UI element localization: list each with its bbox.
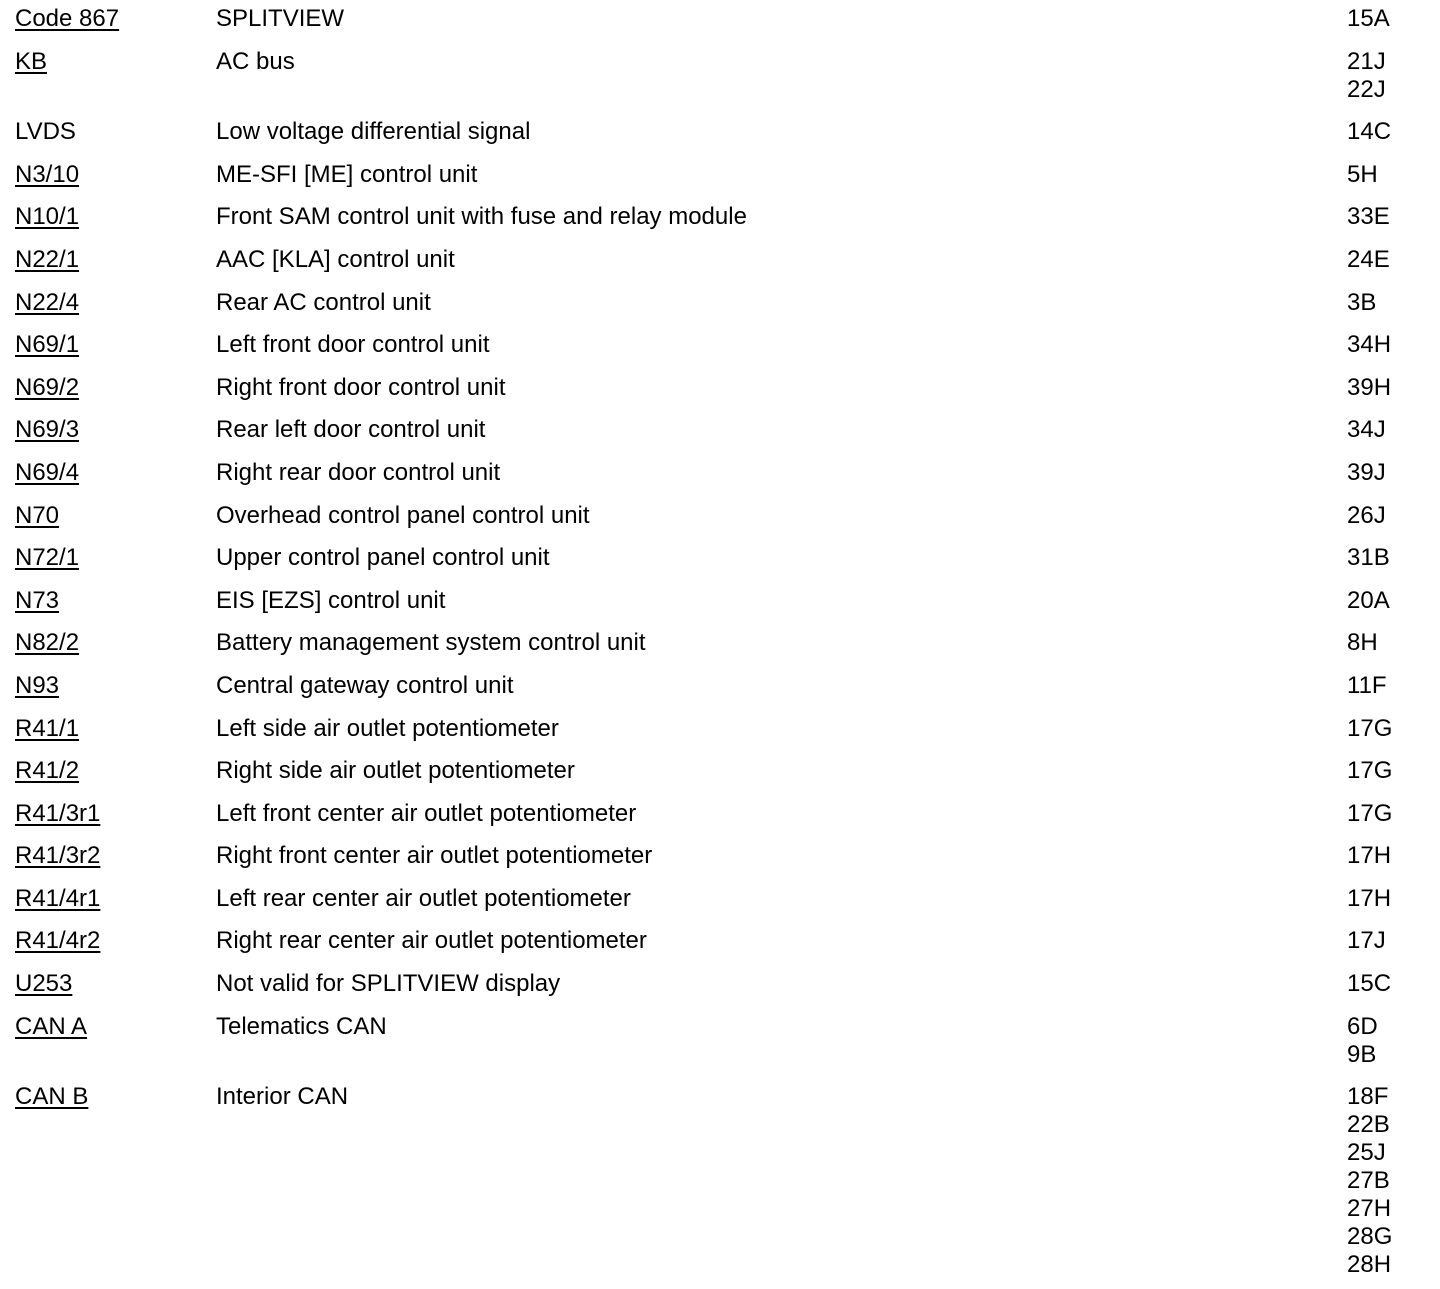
legend-row	[0, 113, 1440, 156]
component-description: Battery management system control unit	[216, 629, 646, 657]
component-description: Right front center air outlet potentiometer	[216, 842, 653, 870]
grid-reference: 27H	[1347, 1195, 1392, 1223]
grid-references	[1347, 502, 1386, 530]
component-code-link[interactable]: R41/1	[15, 714, 80, 742]
component-description: Upper control panel control unit	[216, 544, 550, 572]
grid-references	[1347, 1013, 1378, 1069]
grid-reference: 33E	[1347, 203, 1390, 231]
grid-references	[1347, 927, 1386, 955]
grid-references	[1347, 629, 1378, 657]
grid-reference: 3B	[1347, 288, 1377, 316]
component-code-link[interactable]: N69/4	[15, 458, 80, 486]
grid-reference: 17H	[1347, 842, 1392, 870]
component-code-link[interactable]: N3/10	[15, 160, 80, 188]
component-description: EIS [EZS] control unit	[216, 586, 446, 614]
grid-references	[1347, 842, 1391, 870]
grid-reference: 22J	[1347, 75, 1386, 103]
grid-reference: 17G	[1347, 714, 1393, 742]
legend-row	[0, 156, 1440, 199]
legend-row	[0, 795, 1440, 838]
component-code-link[interactable]: CAN A	[15, 1012, 88, 1040]
component-description: Right side air outlet potentiometer	[216, 757, 575, 785]
grid-reference: 22B	[1347, 1111, 1390, 1139]
component-description: ME-SFI [ME] control unit	[216, 160, 478, 188]
grid-reference: 31B	[1347, 544, 1390, 572]
grid-reference: 20A	[1347, 586, 1390, 614]
component-code-link[interactable]: R41/4r2	[15, 927, 101, 955]
grid-references	[1347, 544, 1390, 572]
legend-row	[0, 43, 1440, 114]
legend-row	[0, 198, 1440, 241]
grid-reference: 5H	[1347, 160, 1378, 188]
grid-reference: 17J	[1347, 927, 1386, 955]
component-description: Interior CAN	[216, 1083, 349, 1111]
grid-references	[1347, 331, 1391, 359]
legend-row	[0, 0, 1440, 43]
component-code-link[interactable]: N72/1	[15, 544, 80, 572]
grid-references	[1347, 885, 1391, 913]
grid-references	[1347, 118, 1391, 146]
component-code-link[interactable]: N69/3	[15, 416, 80, 444]
grid-reference: 17H	[1347, 884, 1392, 912]
component-description: Overhead control panel control unit	[216, 501, 590, 529]
grid-references	[1347, 203, 1390, 231]
legend-row	[0, 922, 1440, 965]
grid-references	[1347, 374, 1391, 402]
legend-row	[0, 1008, 1440, 1079]
component-code-link[interactable]: N22/1	[15, 245, 80, 273]
component-code-link[interactable]: N10/1	[15, 203, 80, 231]
legend-row	[0, 1078, 1440, 1289]
grid-reference: 26J	[1347, 501, 1386, 529]
component-code-link[interactable]: CAN B	[15, 1083, 89, 1111]
grid-reference: 15A	[1347, 5, 1390, 32]
grid-reference: 18F	[1347, 1083, 1389, 1111]
grid-reference: 17G	[1347, 799, 1393, 827]
legend-row	[0, 880, 1440, 923]
component-description: AAC [KLA] control unit	[216, 245, 455, 273]
legend-row	[0, 965, 1440, 1008]
component-code-link[interactable]: R41/3r2	[15, 842, 101, 870]
component-description: Front SAM control unit with fuse and relay module	[216, 203, 747, 231]
grid-reference: 39J	[1347, 458, 1386, 486]
legend-row	[0, 539, 1440, 582]
grid-reference: 39H	[1347, 373, 1392, 401]
legend-row	[0, 241, 1440, 284]
component-code-link[interactable]: N69/1	[15, 331, 80, 359]
component-description: Rear AC control unit	[216, 288, 431, 316]
legend-row	[0, 752, 1440, 795]
grid-reference: 21J	[1347, 47, 1386, 75]
component-description: Left rear center air outlet potentiometer	[216, 884, 631, 912]
component-code-link[interactable]: Code 867	[15, 5, 120, 32]
component-description: Left front door control unit	[216, 331, 490, 359]
grid-reference: 15C	[1347, 970, 1392, 998]
component-code-link[interactable]: N22/4	[15, 288, 80, 316]
legend-row	[0, 624, 1440, 667]
grid-references	[1347, 1083, 1392, 1279]
grid-reference: 25J	[1347, 1139, 1386, 1167]
grid-reference: 8H	[1347, 629, 1378, 657]
legend-row	[0, 326, 1440, 369]
legend-row	[0, 284, 1440, 327]
grid-reference: 6D	[1347, 1012, 1378, 1040]
legend-row	[0, 667, 1440, 710]
grid-reference: 9B	[1347, 1040, 1377, 1068]
grid-reference: 17G	[1347, 757, 1393, 785]
component-description: Right rear center air outlet potentiometer	[216, 927, 647, 955]
component-code-link[interactable]: U253	[15, 970, 73, 998]
component-code: LVDS	[15, 118, 76, 146]
grid-references	[1347, 416, 1386, 444]
component-code-link[interactable]: R41/2	[15, 757, 80, 785]
component-description: Left front center air outlet potentiometer	[216, 799, 637, 827]
component-description: Left side air outlet potentiometer	[216, 714, 559, 742]
grid-references	[1347, 48, 1386, 104]
legend-row	[0, 454, 1440, 497]
grid-reference: 28H	[1347, 1251, 1392, 1279]
component-code-link[interactable]: N69/2	[15, 373, 80, 401]
component-description: Central gateway control unit	[216, 671, 514, 699]
grid-references	[1347, 672, 1387, 700]
component-code-link[interactable]: R41/3r1	[15, 799, 101, 827]
grid-reference: 24E	[1347, 245, 1390, 273]
legend-row	[0, 837, 1440, 880]
grid-reference: 11F	[1347, 671, 1387, 699]
component-code-link[interactable]: R41/4r1	[15, 884, 101, 912]
component-description: Right rear door control unit	[216, 458, 501, 486]
grid-reference: 34J	[1347, 416, 1386, 444]
component-description: AC bus	[216, 47, 295, 75]
component-code-link[interactable]: N93	[15, 671, 60, 699]
component-description: Telematics CAN	[216, 1012, 387, 1040]
legend-row	[0, 582, 1440, 625]
component-description: Low voltage differential signal	[216, 118, 531, 146]
component-description: Not valid for SPLITVIEW display	[216, 970, 561, 998]
legend-row	[0, 411, 1440, 454]
legend-row	[0, 497, 1440, 540]
grid-references	[1347, 587, 1390, 615]
component-code-link[interactable]: N70	[15, 501, 60, 529]
component-code-link[interactable]: KB	[15, 47, 48, 75]
grid-references	[1347, 161, 1378, 189]
grid-references	[1347, 5, 1390, 33]
grid-reference: 27B	[1347, 1167, 1390, 1195]
grid-references	[1347, 459, 1386, 487]
grid-references	[1347, 289, 1376, 317]
legend-row	[0, 710, 1440, 753]
component-description: SPLITVIEW	[216, 5, 345, 32]
grid-references	[1347, 246, 1390, 274]
component-code-link[interactable]: N73	[15, 586, 60, 614]
grid-references	[1347, 800, 1392, 828]
legend-row	[0, 369, 1440, 412]
component-description: Rear left door control unit	[216, 416, 486, 444]
grid-reference: 28G	[1347, 1223, 1393, 1251]
grid-reference: 14C	[1347, 118, 1392, 146]
component-code-link[interactable]: N82/2	[15, 629, 80, 657]
component-description: Right front door control unit	[216, 373, 506, 401]
grid-references	[1347, 715, 1392, 743]
grid-references	[1347, 757, 1392, 785]
grid-references	[1347, 970, 1391, 998]
grid-reference: 34H	[1347, 331, 1392, 359]
